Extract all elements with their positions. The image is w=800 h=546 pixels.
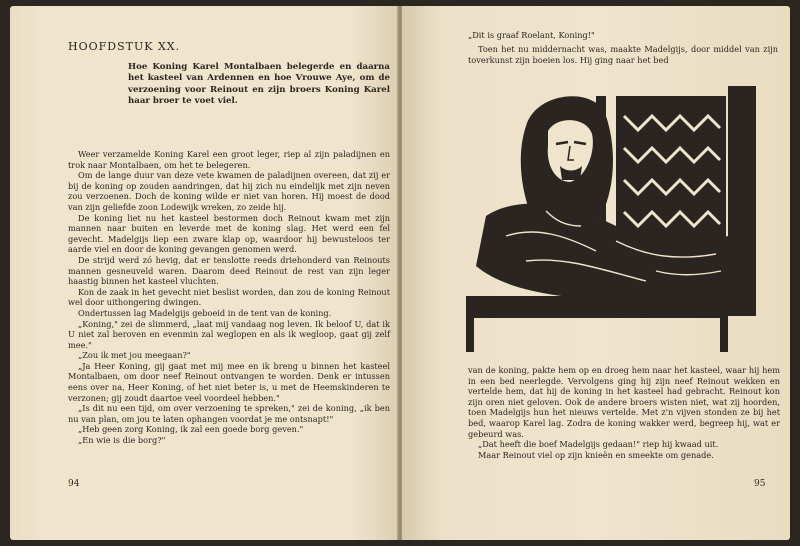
right-body-text	[468, 365, 780, 460]
paragraph: Weer verzamelde Koning Karel een groot leger, riep al zijn paladijnen en trok naar Montalbaen, om het te belegeren.	[68, 149, 390, 170]
chapter-heading: HOOFDSTUK XX.	[68, 40, 181, 53]
page-number: 94	[68, 479, 80, 489]
paragraph: De strijd werd zó hevig, dat er tenslotte reeds driehonderd van Reinouts mannen gesneuveld waren. Daarom deed Reinout de rest van zijn leger haastig binnen het kasteel vluchten.	[68, 254, 390, 287]
paragraph: „Heb geen zorg Koning, ik zal een goede borg geven."	[78, 424, 304, 435]
paragraph: Om de lange duur van deze vete kwamen de paladijnen overeen, dat zij er bij de koning op zouden aandringen, dat hij zich nu eindelijk met zijn neven zou verzoenen. Doch de koning wilde er niet van horen. Hij moest de dood van zijn geliefde zoon Lodewijk wreken, zo zeide hij.	[68, 170, 390, 212]
paragraph: „Dit is graaf Roelant, Koning!"	[468, 30, 595, 40]
paragraph: Maar Reinout viel op zijn knieën en smeekte om genade.	[478, 449, 714, 460]
page-number: 95	[754, 479, 766, 489]
paragraph: „En wie is die borg?"	[78, 435, 166, 446]
bed-legs	[466, 318, 728, 352]
paragraph: „Koning," zei de slimmerd, „laat mij vandaag nog leven. Ik beloof U, dat ik U niet zal beroven en evenmin zal weglopen en als ik wegloop, gaat gij zelf mee."	[68, 318, 390, 350]
paragraph: „Dat heeft die boef Madelgijs gedaan!" riep hij kwaad uit.	[478, 439, 719, 450]
chapter-summary: Hoe Koning Karel Montalbaen belegerde en daarna het kasteel van Ardennen en hoe Vrouwe Aye, om de verzoening voor Reinout en zijn broers Koning Karel haar broer te voet viel.	[128, 62, 390, 107]
left-page	[10, 6, 398, 540]
paragraph: Ondertussen lag Madelgijs geboeid in de tent van de koning.	[78, 307, 332, 318]
paragraph: van de koning, pakte hem op en droeg hem naar het kasteel, waar hij hem in een bed neerlegde. Vervolgens ging hij zijn neef Reinout wekken en vertelde hem, dat hij de koning in het kasteel had gebracht. Reinout kon zijn oren niet geloven. Ook de andere broers wisten niet, wat zij hoorden, toen Madelgijs hun het nieuws vertelde. Met z'n vijven stonden ze bij het bed, waarop Karel lag. Zodra de koning wakker werd, begreep hij, wat er gebeurd was.	[468, 365, 780, 439]
left-body-text	[68, 149, 390, 446]
paragraph: „Is dit nu een tijd, om over verzoening te spreken," zei de koning, „ik ben nu van plan, om jou te laten ophangen voordat je me ontsnapt!"	[68, 403, 390, 424]
curtain	[728, 86, 756, 316]
paragraph: „Zou ik met jou meegaan?"	[78, 350, 191, 361]
woodcut-illustration	[466, 86, 760, 352]
paragraph: De koning liet nu het kasteel bestormen doch Reinout kwam met zijn mannen naar buiten en leverde met de koning slag. Het werd een fel gevecht. Madelgijs liep een zware klap op, waardoor hij bewusteloos ter aarde viel en door de koning gevangen genomen werd.	[68, 212, 390, 255]
paragraph: Kon de zaak in het gevecht niet beslist worden, dan zou de koning Reinout wel door uithongering dwingen.	[68, 286, 390, 308]
bed-base	[466, 296, 728, 318]
paragraph: Toen het nu middernacht was, maakte Madelgijs, door middel van zijn toverkunst zijn boeien los. Hij ging naar het bed	[468, 44, 778, 65]
paragraph: „Ja Heer Koning, gij gaat met mij mee en ik breng u binnen het kasteel Montalbaen, om door neef Reinout ontvangen te worden. Denk er intussen eens over na, Heer Koning, of het niet beter is, u met de Heemskinderen te verzonen; gij zoudt daartoe veel voordeel hebben."	[68, 360, 390, 403]
